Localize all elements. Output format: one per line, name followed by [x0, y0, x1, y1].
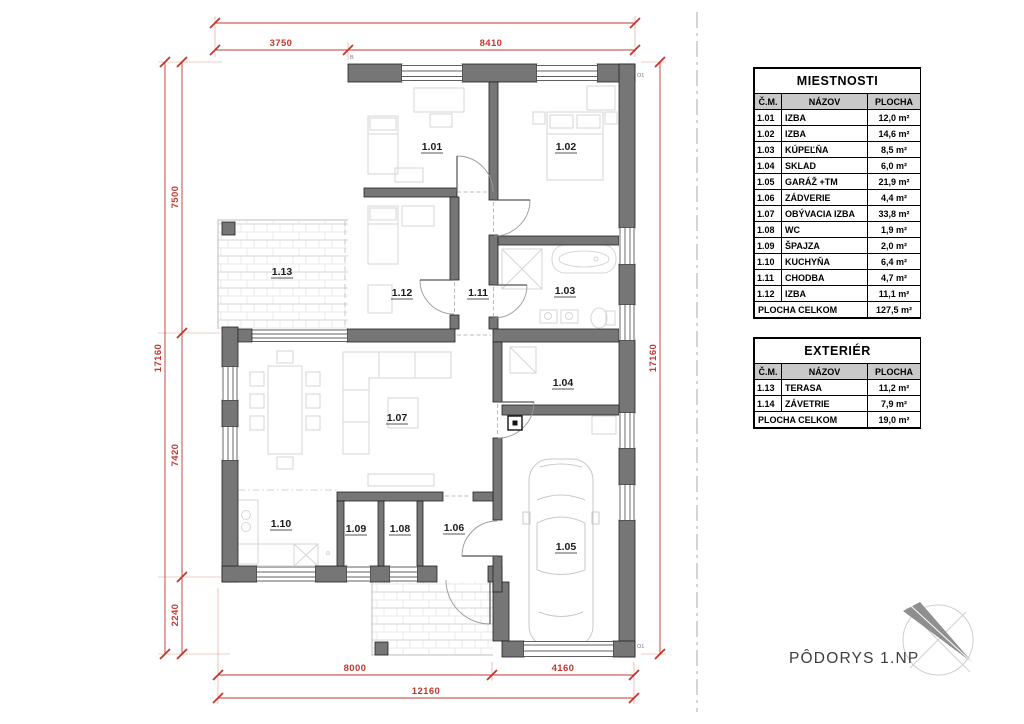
dim-left-total: 17160 — [153, 343, 164, 373]
porch-paving — [372, 582, 493, 655]
col-header-area: PLOCHA — [868, 94, 921, 110]
table-row: 1.02 IZBA 14,6 m² — [755, 126, 921, 142]
dim-bottom-b: 4160 — [551, 663, 575, 674]
exterior-table — [754, 338, 921, 428]
room-label-111: 1.11 — [468, 287, 488, 299]
rooms-table-panel — [754, 68, 920, 318]
drawing-title: PÔDORYS 1.NP — [789, 650, 920, 667]
col-header-id: Č.M. — [755, 94, 782, 110]
dim-top-a: 3750 — [269, 38, 293, 49]
total-label: PLOCHA CELKOM — [755, 412, 868, 428]
table-row: 1.09 ŠPAJZA 2,0 m² — [755, 238, 921, 254]
rooms-table — [754, 68, 921, 318]
dim-left-a: 7500 — [170, 185, 181, 209]
doors-layer — [420, 156, 534, 624]
total-label: PLOCHA CELKOM — [755, 302, 868, 318]
table-row: 1.13 TERASA 11,2 m² — [755, 380, 921, 396]
table-row: 1.14 ZÁVETRIE 7,9 m² — [755, 396, 921, 412]
table-row: 1.04 SKLAD 6,0 m² — [755, 158, 921, 174]
table-total-row — [755, 302, 921, 318]
section-marker: B — [350, 55, 354, 61]
room-label-112: 1.12 — [391, 287, 413, 299]
door-tag-bottom: O1 — [637, 644, 645, 650]
table-row: 1.12 IZBA 11,1 m² — [755, 286, 921, 302]
room-label-106: 1.06 — [443, 522, 465, 534]
table-row: 1.06 ZÁDVERIE 4,4 m² — [755, 190, 921, 206]
table-row: 1.05 GARÁŽ +TM 21,9 m² — [755, 174, 921, 190]
furniture-layer — [236, 86, 617, 647]
exterior-table-title: EXTERIÉR — [755, 339, 921, 364]
dim-right-total: 17160 — [648, 343, 659, 373]
room-label-107: 1.07 — [386, 412, 408, 424]
table-row: 1.07 OBÝVACIA IZBA 33,8 m² — [755, 206, 921, 222]
col-header-id: Č.M. — [755, 364, 782, 380]
table-row: 1.10 KUCHYŇA 6,4 m² — [755, 254, 921, 270]
col-header-name: NÁZOV — [782, 364, 868, 380]
col-header-area: PLOCHA — [868, 364, 921, 380]
exterior-table-panel — [754, 338, 920, 428]
dim-left-c: 2240 — [170, 603, 181, 627]
dim-bottom-a: 8000 — [343, 663, 367, 674]
room-label-105: 1.05 — [555, 541, 577, 553]
table-total-row — [755, 412, 921, 428]
room-label-108: 1.08 — [389, 523, 411, 535]
dim-bottom-total: 12160 — [411, 686, 441, 697]
room-label-103: 1.03 — [554, 285, 576, 297]
table-row: 1.01 IZBA 12,0 m² — [755, 110, 921, 126]
door-tag-top: O1 — [637, 73, 645, 79]
room-label-102: 1.02 — [555, 141, 577, 153]
total-area: 127,5 m² — [868, 302, 921, 318]
room-label-101: 1.01 — [421, 141, 443, 153]
table-row: 1.08 WC 1,9 m² — [755, 222, 921, 238]
boiler-symbol — [508, 416, 522, 430]
room-label-110: 1.10 — [270, 518, 292, 530]
room-label-109: 1.09 — [345, 523, 367, 535]
room-label-113: 1.13 — [271, 266, 293, 278]
col-header-name: NÁZOV — [782, 94, 868, 110]
table-row: 1.03 KÚPEĽŇA 8,5 m² — [755, 142, 921, 158]
total-area: 19,0 m² — [868, 412, 921, 428]
room-label-104: 1.04 — [552, 377, 574, 389]
table-row: 1.11 CHODBA 4,7 m² — [755, 270, 921, 286]
dim-left-b: 7420 — [170, 443, 181, 467]
rooms-table-title: MIESTNOSTI — [755, 69, 921, 94]
dim-top-b: 8410 — [479, 38, 503, 49]
